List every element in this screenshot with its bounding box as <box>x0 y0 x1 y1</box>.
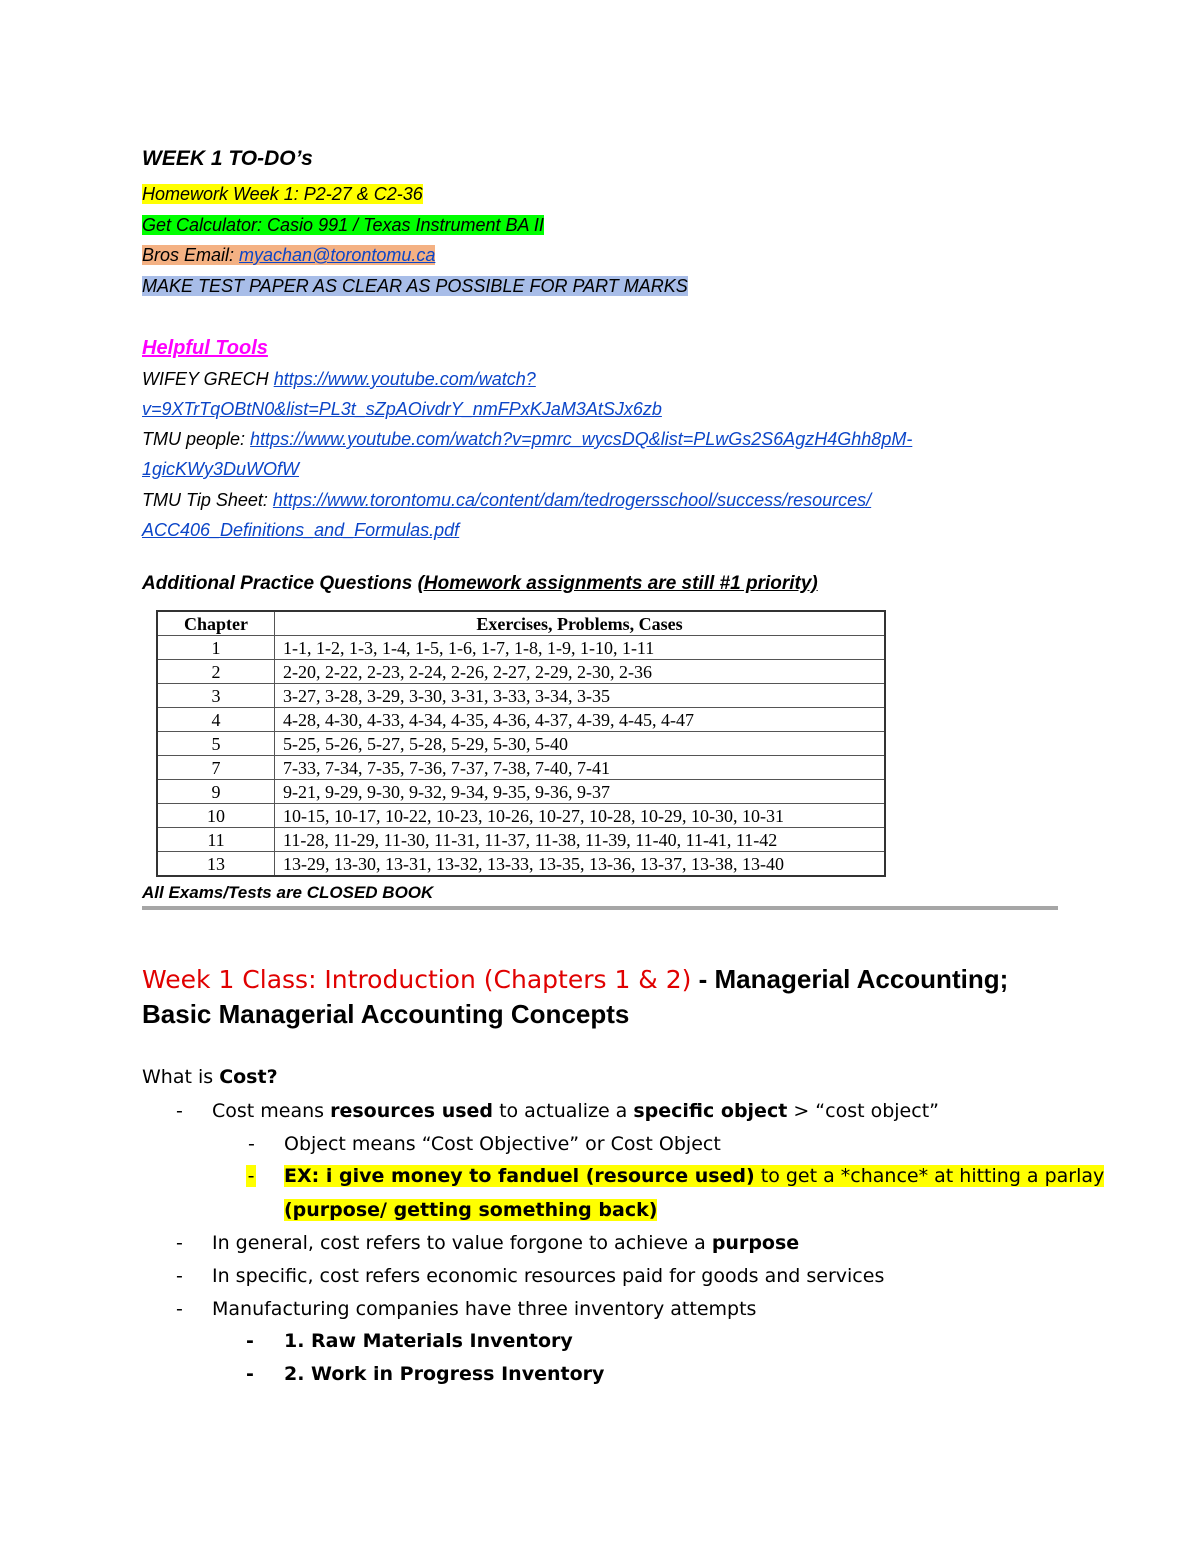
practice-heading <box>142 573 818 595</box>
email-label: Bros Email: <box>142 245 240 265</box>
example-text-c: to get a *chance* at hitting a parlay <box>754 1165 1105 1187</box>
dash-1: - <box>176 1100 183 1122</box>
chapter-cell: 13 <box>157 852 275 877</box>
items-cell: 5-25, 5-26, 5-27, 5-28, 5-29, 5-30, 5-40 <box>275 732 886 756</box>
b1-text-e: > “cost object” <box>787 1100 939 1122</box>
cost-question-term: Cost? <box>219 1066 278 1088</box>
bullet-example-cont <box>284 1199 657 1221</box>
tip-sheet-line <box>142 490 871 511</box>
items-cell: 3-27, 3-28, 3-29, 3-30, 3-31, 3-33, 3-34, 3-35 <box>275 684 886 708</box>
bullet-wip <box>284 1363 604 1385</box>
dash-1-1: - <box>248 1133 255 1155</box>
chapter-cell: 5 <box>157 732 275 756</box>
chapter-cell: 11 <box>157 828 275 852</box>
email-link[interactable]: myachan@torontomu.ca <box>239 245 436 265</box>
chapter-cell: 10 <box>157 804 275 828</box>
tmu-people-line <box>142 429 912 450</box>
todo-calculator <box>142 215 544 236</box>
b1-resources-used: resources used <box>330 1100 494 1122</box>
tmu-people-line-2 <box>142 459 299 480</box>
items-cell: 10-15, 10-17, 10-22, 10-23, 10-26, 10-27, 10-28, 10-29, 10-30, 10-31 <box>275 804 886 828</box>
table-row <box>157 732 885 756</box>
table-row <box>157 708 885 732</box>
cost-question <box>142 1066 278 1088</box>
items-cell: 11-28, 11-29, 11-30, 11-31, 11-37, 11-38, 11-39, 11-40, 11-41, 11-42 <box>275 828 886 852</box>
week1-title <box>142 962 1072 1032</box>
dash-3: - <box>176 1265 183 1287</box>
b1-text-c: to actualize a <box>493 1100 634 1122</box>
table-row <box>157 804 885 828</box>
wifey-line-2 <box>142 399 662 420</box>
week1-title-rest-1: - Managerial Accounting; <box>691 964 1009 994</box>
chapter-cell: 2 <box>157 660 275 684</box>
chapter-cell: 3 <box>157 684 275 708</box>
dash-2: - <box>176 1232 183 1254</box>
test-paper-text: MAKE TEST PAPER AS CLEAR AS POSSIBLE FOR PART MARKS <box>142 276 688 296</box>
table-row <box>157 660 885 684</box>
practice-heading-note: (Homework assignments are still #1 priority) <box>417 573 818 594</box>
items-cell: 1-1, 1-2, 1-3, 1-4, 1-5, 1-6, 1-7, 1-8, 1-9, 1-10, 1-11 <box>275 636 886 660</box>
tmu-people-label: TMU people: <box>142 429 251 449</box>
table-row <box>157 684 885 708</box>
b1-text-a: Cost means <box>212 1100 331 1122</box>
items-cell: 4-28, 4-30, 4-33, 4-34, 4-35, 4-36, 4-37, 4-39, 4-45, 4-47 <box>275 708 886 732</box>
tip-sheet-link-cont[interactable]: ACC406_Definitions_and_Formulas.pdf <box>142 520 460 540</box>
section-divider <box>142 906 1058 910</box>
b2-purpose: purpose <box>711 1232 800 1254</box>
bullet-raw-materials <box>284 1330 573 1352</box>
chapter-cell: 1 <box>157 636 275 660</box>
bullet-manufacturing: Manufacturing companies have three inventory attempts <box>212 1298 757 1320</box>
tip-sheet-link[interactable]: https://www.torontomu.ca/content/dam/tedrogersschool/success/resources/ <box>272 490 872 510</box>
tip-sheet-label: TMU Tip Sheet: <box>142 490 273 510</box>
homework-text: Homework Week 1: P2-27 & C2-36 <box>142 184 423 204</box>
week1-title-rest-2: Basic Managerial Accounting Concepts <box>142 999 630 1029</box>
b1-specific-object: specific object <box>633 1100 788 1122</box>
chapter-cell: 4 <box>157 708 275 732</box>
practice-table <box>156 610 886 877</box>
wifey-link-cont[interactable]: v=9XTrTqOBtN0&list=PL3t_sZpAOivdrY_nmFPxKJaM3AtSJx6zb <box>142 399 662 419</box>
wip-text: 2. Work in Progress Inventory <box>284 1363 605 1385</box>
todo-test-paper <box>142 276 688 297</box>
dash-4-1: - <box>246 1330 254 1352</box>
col-chapter: Chapter <box>157 611 275 636</box>
practice-table-header <box>157 611 885 636</box>
b2-text-a: In general, cost refers to value forgone to achieve a <box>212 1232 712 1254</box>
dash-4: - <box>176 1298 183 1320</box>
table-row <box>157 852 885 877</box>
wifey-line <box>142 369 536 390</box>
items-cell: 9-21, 9-29, 9-30, 9-32, 9-34, 9-35, 9-36, 9-37 <box>275 780 886 804</box>
tip-sheet-line-2 <box>142 520 459 541</box>
table-row <box>157 756 885 780</box>
bullet-cost-means <box>212 1100 939 1122</box>
cost-question-prefix: What is <box>142 1066 220 1088</box>
items-cell: 13-29, 13-30, 13-31, 13-32, 13-33, 13-35, 13-36, 13-37, 13-38, 13-40 <box>275 852 886 877</box>
items-cell: 2-20, 2-22, 2-23, 2-24, 2-26, 2-27, 2-29, 2-30, 2-36 <box>275 660 886 684</box>
example-text-a: EX: i give money to fanduel <box>284 1165 586 1187</box>
example-purpose: (purpose/ getting something back) <box>284 1199 658 1221</box>
table-row <box>157 828 885 852</box>
tmu-people-link-cont[interactable]: 1gicKWy3DuWOfW <box>142 459 300 479</box>
bullet-general <box>212 1232 799 1254</box>
col-exercises: Exercises, Problems, Cases <box>275 611 886 636</box>
wifey-link[interactable]: https://www.youtube.com/watch? <box>273 369 536 389</box>
table-row <box>157 780 885 804</box>
items-cell: 7-33, 7-34, 7-35, 7-36, 7-37, 7-38, 7-40, 7-41 <box>275 756 886 780</box>
example-resource-used: (resource used) <box>585 1165 755 1187</box>
todo-heading: WEEK 1 TO-DO’s <box>142 147 313 170</box>
raw-materials-text: 1. Raw Materials Inventory <box>284 1330 573 1352</box>
closed-book-note: All Exams/Tests are CLOSED BOOK <box>142 883 434 902</box>
bullet-example <box>284 1165 1104 1187</box>
tools-heading: Helpful Tools <box>142 337 268 359</box>
wifey-label: WIFEY GRECH <box>142 369 274 389</box>
calculator-text: Get Calculator: Casio 991 / Texas Instrument BA II <box>142 215 544 235</box>
table-row <box>157 636 885 660</box>
dash-1-2: - <box>247 1165 255 1187</box>
chapter-cell: 7 <box>157 756 275 780</box>
todo-homework <box>142 184 423 205</box>
dash-4-2: - <box>246 1363 254 1385</box>
chapter-cell: 9 <box>157 780 275 804</box>
tmu-people-link[interactable]: https://www.youtube.com/watch?v=pmrc_wycsDQ&list=PLwGs2S6AgzH4Ghh8pM- <box>250 429 913 449</box>
week1-title-red: Week 1 Class: Introduction (Chapters 1 & 2) <box>142 965 692 994</box>
bullet-specific: In specific, cost refers economic resources paid for goods and services <box>212 1265 885 1287</box>
bullet-object-means: Object means “Cost Objective” or Cost Object <box>284 1133 721 1155</box>
practice-heading-prefix: Additional Practice Questions <box>142 573 418 594</box>
todo-email <box>142 245 435 266</box>
